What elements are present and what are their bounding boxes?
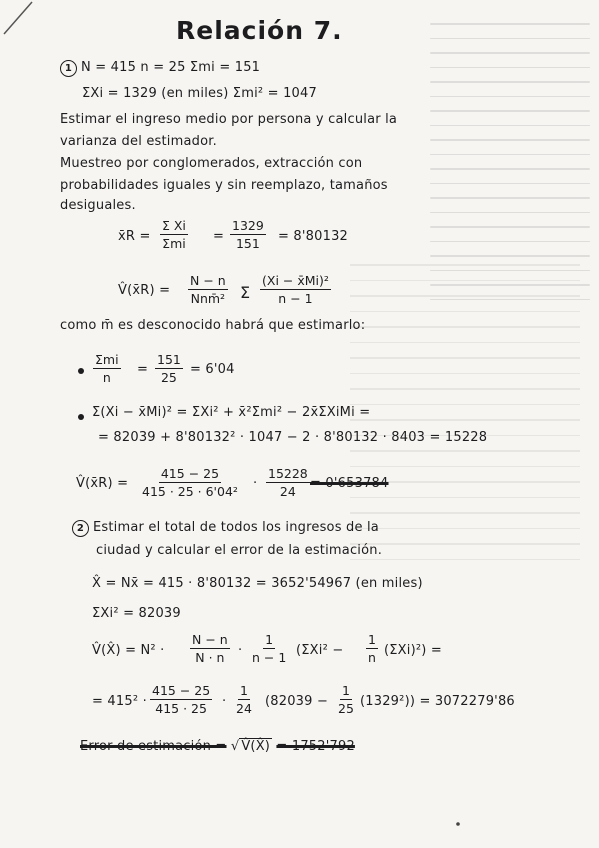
mbar-result: = 6'04 [190, 362, 235, 377]
v-fraction-1-numerator: N − n [192, 632, 228, 647]
sum-line-1: Σ(Xi − x̄Mi)² = ΣXi² + x̄²Σmi² − 2x̄ΣXiMi = [92, 405, 371, 420]
error-label: Error de estimación = [80, 739, 227, 754]
calc-paren: (82039 − [265, 694, 329, 709]
vx-fraction-2 [260, 273, 331, 306]
vx-denominator-2: n − 1 [278, 291, 313, 306]
sum-line-2: = 82039 + 8'80132² · 1047 − 2 · 8'80132 · 8403 = 15228 [98, 430, 488, 445]
vx-denominator-1: Nnm̄² [190, 291, 226, 306]
ex1-statement-2: varianza del estimador. [60, 134, 217, 149]
vfinal-numerator-1: 415 − 25 [160, 466, 220, 481]
vfinal-label: V̂(x̄R) = [76, 476, 129, 491]
calc-eq: = 415² · [92, 694, 147, 709]
mbar-denominator-2: 25 [160, 370, 177, 385]
vfinal-result: = 0'653784 [310, 476, 389, 491]
error-root-content: V̂(X̂) [241, 739, 271, 754]
xr-fraction-2 [230, 218, 266, 251]
calc-fraction-2 [234, 683, 254, 716]
calc-fraction-1-numerator: 415 − 25 [152, 683, 211, 698]
xr-denominator-1: Σmi [162, 236, 186, 251]
ex2-header [72, 520, 379, 537]
error-line [80, 738, 355, 754]
vfinal-fraction-2 [266, 466, 310, 499]
v-fraction-3-denominator: n [368, 650, 376, 665]
vfinal-dot: · [253, 476, 258, 491]
mbar-numerator-2: 151 [157, 352, 181, 367]
page-title: Relación 7. [176, 16, 343, 45]
calc-fraction-3-denominator: 25 [338, 701, 354, 716]
bleed-through-middle [350, 250, 580, 580]
calc-fraction-2-denominator: 24 [236, 701, 252, 716]
bullet-1 [78, 368, 84, 374]
mbar-denominator-1: n [102, 370, 111, 385]
ex1-sampling-1: Muestreo por conglomerados, extracción con [60, 156, 363, 171]
mbar-numerator-1: Σmi [95, 352, 119, 367]
vx-fraction-1 [188, 273, 228, 306]
vx-label: V̂(x̄R) = [118, 283, 171, 298]
xr-denominator-2: 151 [235, 236, 260, 251]
pen-dot [454, 820, 464, 830]
total-estimate-line: X̂ = Nx̄ = 415 · 8'80132 = 3652'54967 (en miles) [92, 576, 423, 591]
calc-fraction-3 [336, 683, 356, 716]
ex1-statement-1: Estimar el ingreso medio por persona y calcular la [60, 112, 398, 127]
v-label: V̂(X̂) = N² · [92, 643, 165, 658]
ex2-statement-1: Estimar el total de todos los ingresos de la [93, 520, 379, 535]
v-paren-open: (ΣXi² − [296, 643, 344, 658]
v-dot: · [238, 643, 243, 658]
v-fraction-1-denominator: N · n [195, 650, 225, 665]
ex1-data-line2: ΣXi = 1329 (en miles) Σmi² = 1047 [82, 86, 317, 101]
xr-fraction-1 [160, 218, 188, 251]
v-fraction-2-denominator: n − 1 [252, 650, 287, 665]
mbar-fraction-1 [93, 352, 121, 385]
vfinal-fraction-1 [140, 466, 240, 499]
v-fraction-2 [250, 632, 288, 665]
unknown-mbar-text: como m̄ es desconocido habrá que estimarlo: [60, 318, 366, 333]
vfinal-denominator-2: 24 [279, 484, 296, 499]
ex1-sampling-2: probabilidades iguales y sin reemplazo, tamaños [60, 178, 388, 193]
calc-fraction-1-denominator: 415 · 25 [155, 701, 207, 716]
vx-sum-sign: Σ [240, 283, 251, 302]
ex1-data-line1: N = 415 n = 25 Σmi = 151 [81, 60, 261, 75]
page-corner-line [0, 0, 40, 40]
xr-label: x̄R = [118, 229, 151, 244]
ex1-number: 1 [60, 60, 77, 77]
ex1-sampling-3: desiguales. [60, 198, 136, 213]
ex2-number: 2 [72, 520, 89, 537]
mbar-fraction-2 [155, 352, 183, 385]
calc-fraction-2-numerator: 1 [239, 683, 248, 698]
xr-equals: = [213, 229, 225, 244]
xr-numerator-1: Σ Xi [162, 218, 186, 233]
bullet-2 [78, 414, 84, 420]
v-fraction-3-numerator: 1 [368, 632, 376, 647]
ex2-statement-2: ciudad y calcular el error de la estimación. [96, 543, 383, 558]
v-fraction-1 [190, 632, 230, 665]
v-paren-close: (ΣXi)²) = [384, 643, 442, 658]
mbar-equals: = [137, 362, 149, 377]
calc-dot: · [222, 694, 227, 709]
xr-result: = 8'80132 [278, 229, 349, 244]
vx-numerator-1: N − n [190, 273, 226, 288]
calc-fraction-1 [150, 683, 212, 716]
calc-fraction-3-numerator: 1 [341, 683, 350, 698]
sum-squares-line: ΣXi² = 82039 [92, 606, 181, 621]
error-result: = 1752'792 [276, 739, 355, 754]
ex1-header [60, 60, 260, 77]
calc-result: (1329²)) = 3072279'86 [360, 694, 515, 709]
vx-numerator-2: (Xi − x̄Mi)² [262, 273, 329, 288]
xr-numerator-2: 1329 [232, 218, 264, 233]
vfinal-denominator-1: 415 · 25 · 6'04² [142, 484, 238, 499]
v-fraction-3 [366, 632, 378, 665]
sqrt-icon: √ [230, 739, 240, 754]
v-fraction-2-numerator: 1 [265, 632, 274, 647]
vfinal-numerator-2: 15228 [268, 466, 308, 481]
